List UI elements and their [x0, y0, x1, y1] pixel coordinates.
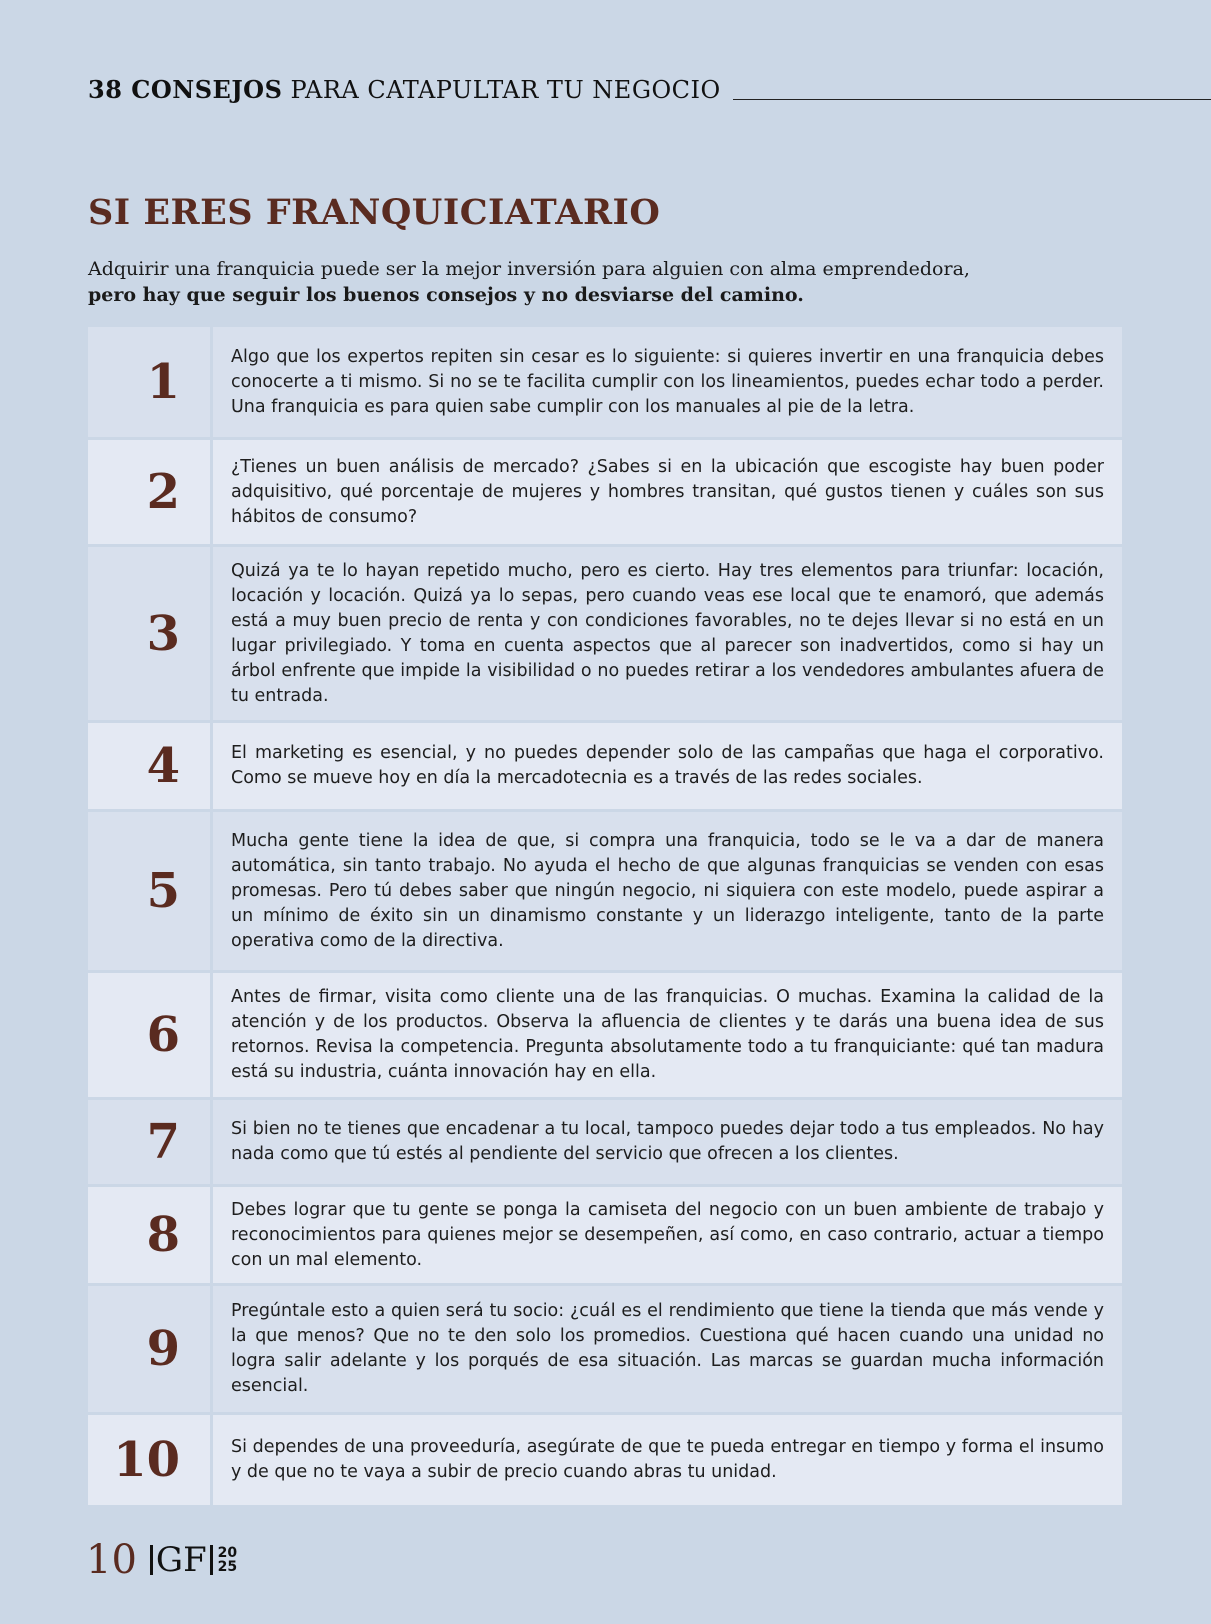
- tip-text: Algo que los expertos repiten sin cesar es lo siguiente: si quieres invertir en una franquicia debes conocerte a ti mismo. Si no se te facilita cumplir con los lineamientos, puedes echar todo a perder. Una franquicia es para quien sabe cumplir con los manuales al pie de la letra.: [231, 346, 1104, 417]
- tip-number-cell: [88, 723, 210, 809]
- tip-text-cell: [213, 1187, 1122, 1283]
- tip-text-cell: [213, 1100, 1122, 1184]
- tip-row: [88, 973, 1122, 1097]
- logo-text: GF: [155, 1540, 207, 1580]
- tip-text: ¿Tienes un buen análisis de mercado? ¿Sabes si en la ubicación que escogiste hay buen poder adquisitivo, qué porcentaje de mujeres y hombres transitan, qué gustos tienen y cuáles son sus hábitos de consumo?: [231, 456, 1104, 527]
- tips-list: [88, 327, 1122, 1505]
- tip-row: [88, 723, 1122, 809]
- intro-line-1: Adquirir una franquicia puede ser la mejor inversión para alguien con alma emprendedora,: [88, 258, 970, 280]
- tip-row: [88, 1286, 1122, 1412]
- running-header: [88, 74, 1211, 106]
- page-number: 10: [86, 1537, 137, 1583]
- tip-number-cell: [88, 812, 210, 970]
- tip-number-cell: [88, 327, 210, 437]
- tip-text: Debes lograr que tu gente se ponga la camiseta del negocio con un buen ambiente de trabajo y reconocimientos para quienes mejor se desempeñen, así como, en caso contrario, actuar a tiempo con un mal elemento.: [231, 1199, 1104, 1270]
- header-bold: 38 CONSEJOS: [88, 75, 283, 104]
- header-rest: PARA CATAPULTAR TU NEGOCIO: [282, 76, 721, 104]
- tip-number-cell: [88, 440, 210, 544]
- tip-text-cell: [213, 812, 1122, 970]
- tip-text-cell: [213, 327, 1122, 437]
- tip-number-cell: [88, 1415, 210, 1505]
- logo-bar-right: [210, 1545, 213, 1575]
- tip-row: [88, 547, 1122, 720]
- tip-number: 3: [146, 605, 180, 662]
- tip-row: [88, 812, 1122, 970]
- tip-number: 7: [146, 1114, 180, 1170]
- running-header-text: [88, 74, 721, 106]
- tip-number: 4: [146, 738, 180, 794]
- tip-row: [88, 1100, 1122, 1184]
- tip-number: 9: [146, 1321, 180, 1377]
- header-rule: [733, 99, 1211, 100]
- tip-text: Quizá ya te lo hayan repetido mucho, pero es cierto. Hay tres elementos para triunfar: locación, locación y locación. Quizá ya lo sepas, pero cuando veas ese local que te enamoró, que además está a muy buen precio de renta y con condiciones favorables, no te dejes llevar si no está en un lugar privilegiado. Y toma en cuenta aspectos que al parecer son inadvertidos, como si hay un árbol enfrente que impide la visibilidad o no puedes retirar a los vendedores ambulantes afuera de tu entrada.: [231, 560, 1104, 706]
- tip-text-cell: [213, 723, 1122, 809]
- tip-number-cell: [88, 1187, 210, 1283]
- tip-number-cell: [88, 547, 210, 720]
- logo-year-bottom: 25: [217, 1559, 238, 1575]
- tip-number: 10: [113, 1432, 180, 1488]
- logo-bar-left: [150, 1545, 153, 1575]
- logo-year-top: 20: [217, 1545, 238, 1561]
- tip-text: Mucha gente tiene la idea de que, si compra una franquicia, todo se le va a dar de manera automática, sin tanto trabajo. No ayuda el hecho de que algunas franquicias se venden con esas promesas. Pero tú debes saber que ningún negocio, ni siquiera con este modelo, puede aspirar a un mínimo de éxito sin un dinamismo constante y un liderazgo inteligente, tanto de la parte operativa como de la directiva.: [231, 830, 1104, 951]
- tip-row: [88, 440, 1122, 544]
- tip-row: [88, 1415, 1122, 1505]
- tip-text: Pregúntale esto a quien será tu socio: ¿cuál es el rendimiento que tiene la tienda que más vende y la que menos? Que no te den solo los promedios. Cuestiona qué hacen cuando una unidad no logra salir adelante y los porqués de esa situación. Las marcas se guardan mucha información esencial.: [231, 1301, 1104, 1396]
- tip-number: 2: [146, 464, 180, 520]
- tip-text: El marketing es esencial, y no puedes depender solo de las campañas que haga el corporativo. Como se mueve hoy en día la mercadotecnia es a través de las redes sociales.: [231, 743, 1104, 788]
- tip-number-cell: [88, 973, 210, 1097]
- tip-number: 1: [146, 354, 180, 410]
- intro-paragraph: [88, 256, 1088, 308]
- intro-line-2: pero hay que seguir los buenos consejos y no desviarse del camino.: [88, 284, 804, 306]
- tip-text-cell: [213, 973, 1122, 1097]
- tip-text: Antes de firmar, visita como cliente una de las franquicias. O muchas. Examina la calidad de la atención y de los productos. Observa la afluencia de clientes y te darás una buena idea de sus retornos. Revisa la competencia. Pregunta absolutamente todo a tu franquiciante: qué tan madura está su industria, cuánta innovación hay en ella.: [231, 987, 1104, 1082]
- tip-number: 8: [146, 1207, 180, 1263]
- tip-text-cell: [213, 1286, 1122, 1412]
- gf-logo: [147, 1540, 238, 1580]
- tip-text-cell: [213, 547, 1122, 720]
- logo-year: [218, 1546, 237, 1574]
- tip-number: 6: [146, 1007, 180, 1063]
- tip-row: [88, 1187, 1122, 1283]
- tip-text-cell: [213, 1415, 1122, 1505]
- page-footer: [86, 1537, 238, 1583]
- tip-text: Si dependes de una proveeduría, asegúrate de que te pueda entregar en tiempo y forma el insumo y de que no te vaya a subir de precio cuando abras tu unidad.: [231, 1437, 1104, 1482]
- tip-row: [88, 327, 1122, 437]
- tip-number: 5: [146, 863, 180, 919]
- section-title: SI ERES FRANQUICIATARIO: [88, 192, 661, 233]
- tip-text-cell: [213, 440, 1122, 544]
- tip-number-cell: [88, 1100, 210, 1184]
- tip-text: Si bien no te tienes que encadenar a tu local, tampoco puedes dejar todo a tus empleados. No hay nada como que tú estés al pendiente del servicio que ofrecen a los clientes.: [231, 1119, 1104, 1164]
- tip-number-cell: [88, 1286, 210, 1412]
